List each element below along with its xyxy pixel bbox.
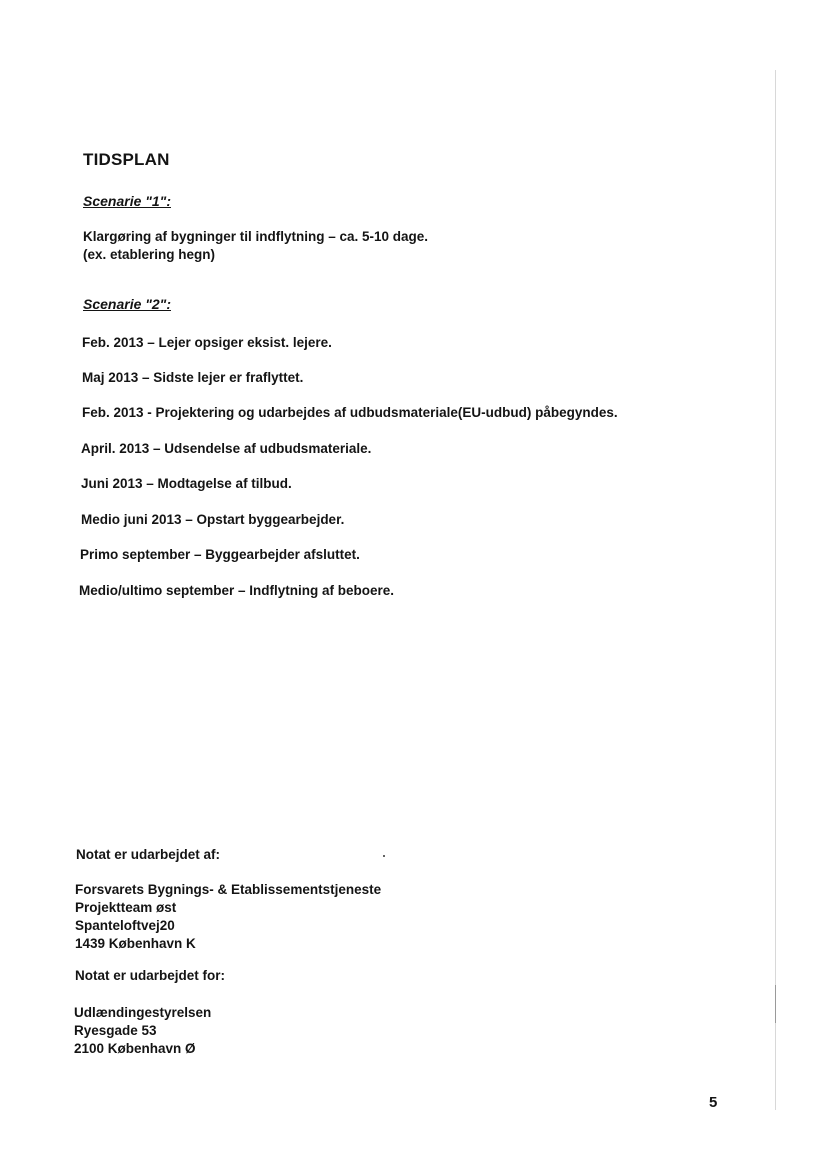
timeline-item: April. 2013 – Udsendelse af udbudsmateriale. [81, 441, 372, 456]
scenario-1-line: (ex. etablering hegn) [83, 247, 216, 262]
prepared-by-address [75, 881, 381, 953]
scenario-1-text [83, 228, 428, 264]
address-line: Udlændingestyrelsen [74, 1005, 212, 1020]
timeline-item: Primo september – Byggearbejder afsluttet. [80, 547, 360, 562]
address-line: Projektteam øst [75, 900, 177, 915]
scan-edge-line [775, 70, 776, 1110]
prepared-by-label: Notat er udarbejdet af: [76, 847, 221, 862]
scenario-1-line: Klargøring af bygninger til indflytning – ca. 5-10 dage. [83, 229, 429, 244]
address-line: Forsvarets Bygnings- & Etablissementstjeneste [75, 882, 382, 897]
timeline-item: Medio juni 2013 – Opstart byggearbejder. [81, 512, 345, 527]
timeline-item: Feb. 2013 – Lejer opsiger eksist. lejere. [82, 335, 332, 350]
timeline-item: Juni 2013 – Modtagelse af tilbud. [81, 476, 292, 491]
timeline-item: Maj 2013 – Sidste lejer er fraflyttet. [82, 370, 304, 385]
address-line: Ryesgade 53 [74, 1023, 157, 1038]
prepared-for-address [74, 1004, 211, 1058]
page-title: TIDSPLAN [83, 150, 170, 169]
timeline-item: Medio/ultimo september – Indflytning af beboere. [79, 583, 395, 598]
prepared-for-label: Notat er udarbejdet for: [75, 968, 226, 983]
address-line: Spanteloftvej20 [75, 918, 175, 933]
address-line: 1439 København K [75, 936, 196, 951]
scan-edge-mark [775, 985, 776, 1023]
scenario-1-heading: Scenarie "1": [83, 193, 171, 209]
timeline-item: Feb. 2013 - Projektering og udarbejdes af udbudsmateriale(EU-udbud) påbegyndes. [82, 405, 618, 420]
page-number: 5 [709, 1094, 718, 1111]
scenario-2-heading: Scenarie "2": [83, 296, 171, 312]
scan-speck [383, 855, 385, 857]
address-line: 2100 København Ø [74, 1041, 196, 1056]
